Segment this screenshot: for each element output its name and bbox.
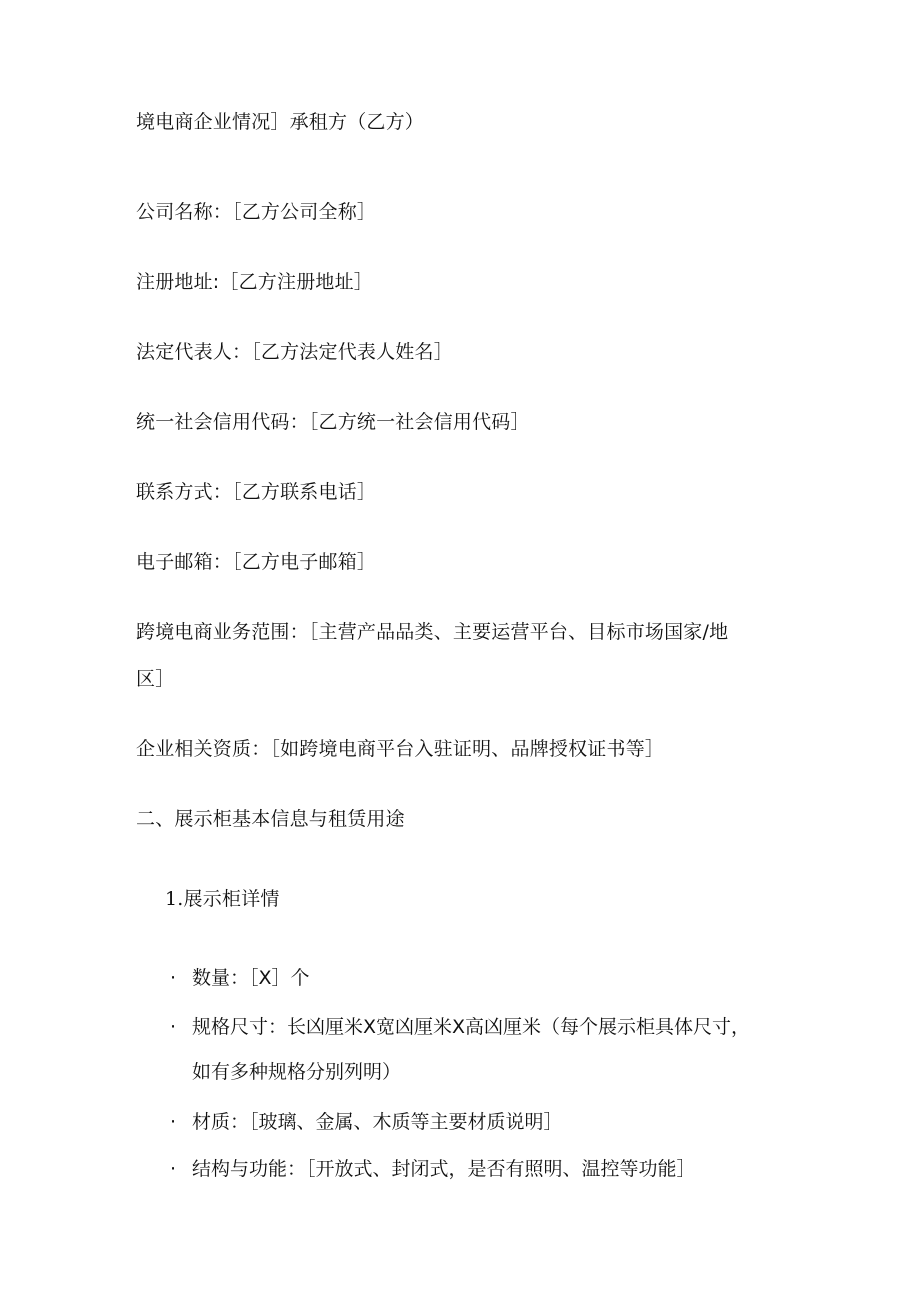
business-scope-line-2: 区］ [136, 668, 175, 690]
qualifications-line: 企业相关资质：［如跨境电商平台入驻证明、品牌授权证书等］ [136, 738, 665, 760]
registered-address-line: 注册地址:［乙方注册地址］ [136, 271, 374, 293]
section2-sub1-title: 1.展示柜详情 [165, 888, 280, 910]
company-name-line: 公司名称：［乙方公司全称］ [136, 201, 377, 223]
email-line: 电子邮箱：［乙方电子邮箱］ [136, 551, 377, 573]
size-item-continued: 如有多种规格分别列明） [192, 1061, 402, 1083]
bullet-icon: · [170, 1016, 177, 1038]
bullet-icon: · [170, 967, 177, 989]
business-scope-line-1: 跨境电商业务范围：［主营产品品类、主要运营平台、目标市场国家/地 [136, 621, 729, 643]
section2-title: 二、展示柜基本信息与租赁用途 [136, 808, 405, 830]
quantity-item: 数量：［X］个 [192, 967, 310, 989]
legal-rep-line: 法定代表人：［乙方法定代表人姓名］ [136, 341, 453, 363]
structure-item: 结构与功能：［开放式、封闭式，是否有照明、温控等功能］ [192, 1158, 696, 1180]
credit-code-line: 统一社会信用代码：［乙方统一社会信用代码］ [136, 411, 530, 433]
bullet-icon: · [170, 1111, 177, 1133]
size-item: 规格尺寸：长凶厘米X宽凶厘米X高凶厘米（每个展示柜具体尺寸， [192, 1016, 751, 1038]
bullet-icon: · [170, 1158, 177, 1180]
header-line: 境电商企业情况］承租方（乙方） [136, 111, 425, 133]
contact-line: 联系方式：［乙方联系电话］ [136, 481, 377, 503]
material-item: 材质：［玻璃、金属、木质等主要材质说明］ [192, 1111, 563, 1133]
